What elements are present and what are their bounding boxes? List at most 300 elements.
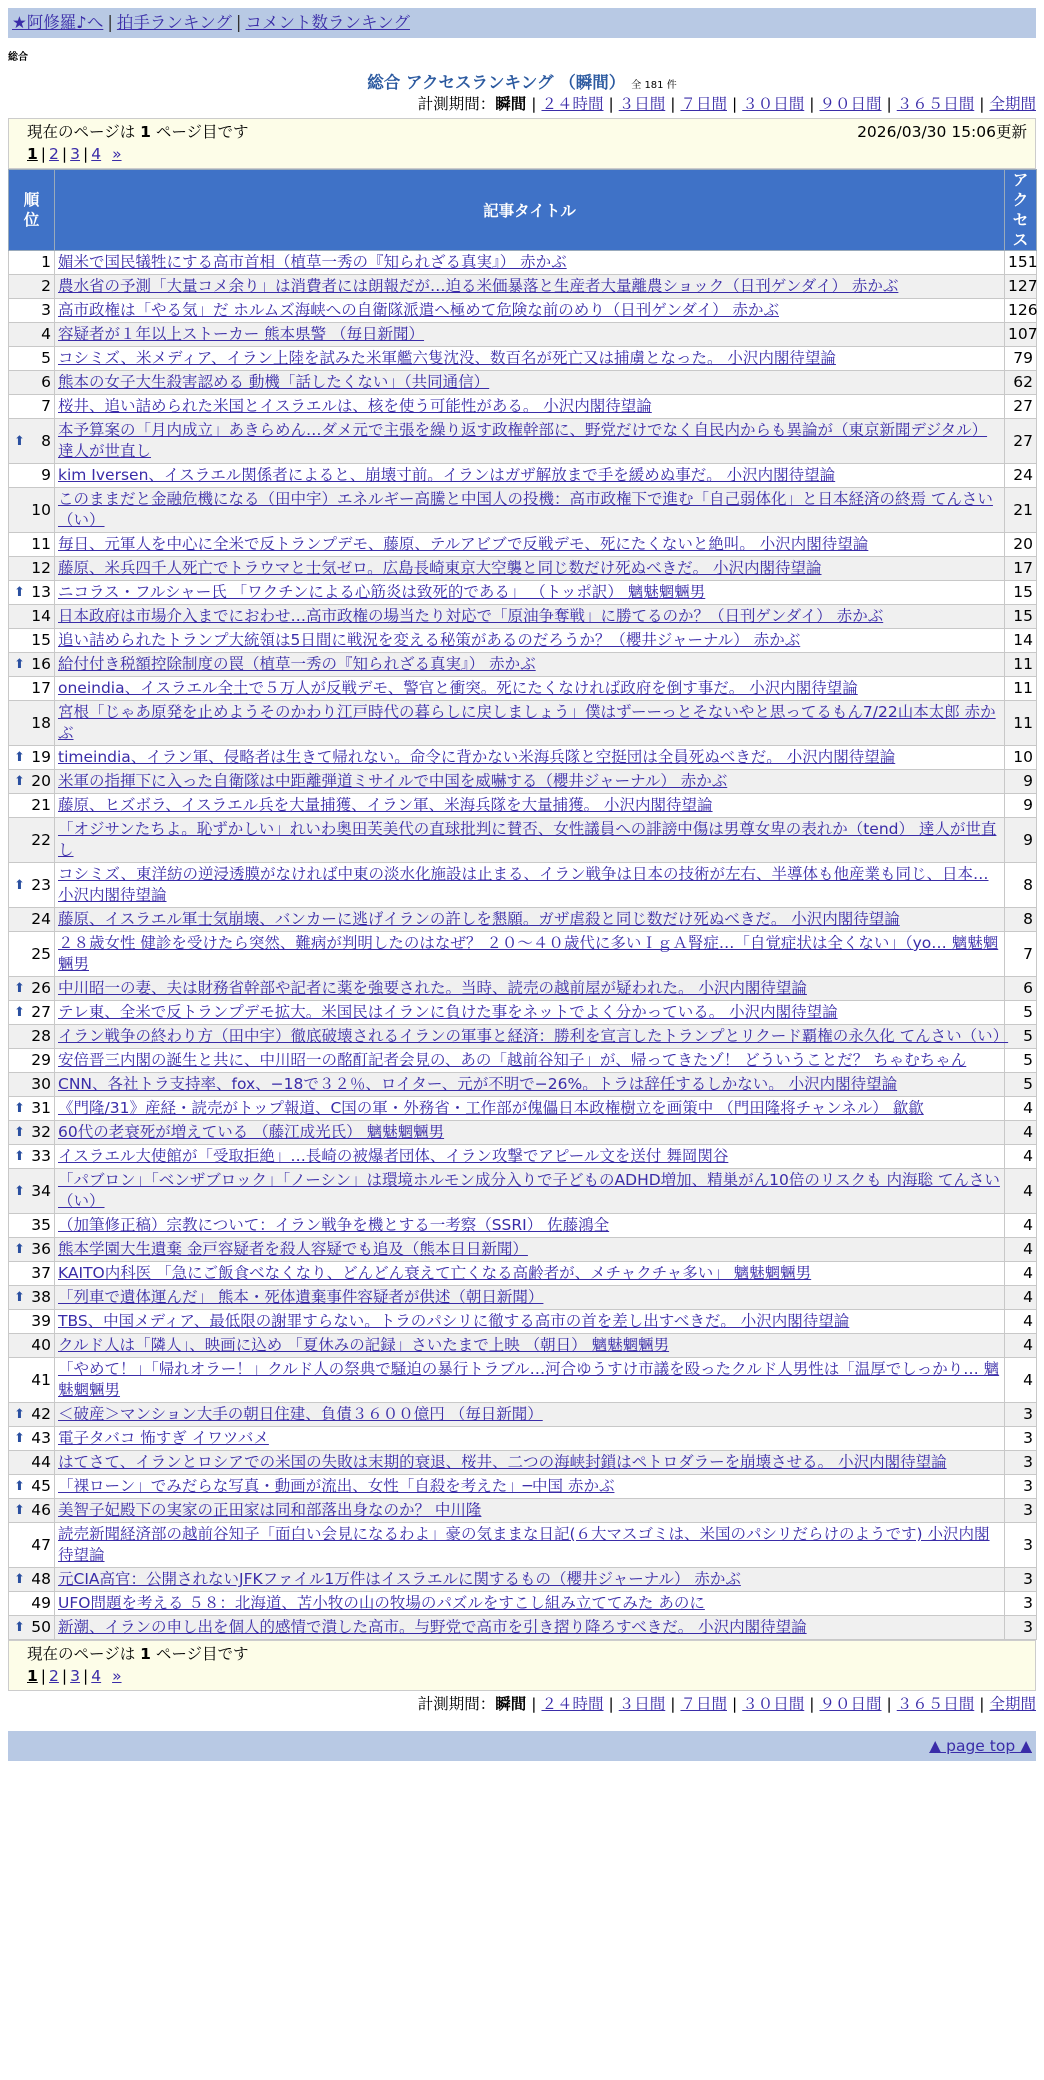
access-count: 11 [1005, 653, 1037, 677]
rank-number: 3 [41, 301, 51, 319]
title-cell [55, 605, 1005, 629]
period-3d-link[interactable]: ３日間 [618, 95, 666, 113]
asyura-home-link[interactable]: ★阿修羅♪へ [12, 13, 104, 32]
article-link[interactable]: oneindia、イスラエル全土で５万人が反戦デモ、警官と衝突。死にたくなければ政府を倒す事だ。 小沢内閣待望論 [58, 679, 858, 697]
title-cell [55, 323, 1005, 347]
title-cell [55, 1310, 1005, 1334]
title-cell [55, 629, 1005, 653]
article-link[interactable]: 日本政府は市場介入までにおわせ…高市政権の場当たり対応で「原油争奪戦」に勝てるのか？（日刊ゲンダイ） 赤かぶ [58, 607, 884, 625]
rank-number: 11 [31, 535, 51, 553]
access-count: 10 [1005, 746, 1037, 770]
article-link[interactable]: 熊本学園大生遺棄 金戸容疑者を殺人容疑でも追及（熊本日日新聞） [58, 1240, 528, 1258]
article-link[interactable]: 桜井、追い詰められた米国とイスラエルは、核を使う可能性がある。 小沢内閣待望論 [58, 397, 652, 415]
nav-separator: | [235, 13, 242, 32]
rank-cell [9, 299, 55, 323]
table-row [9, 1403, 1037, 1427]
article-link[interactable]: 藤原、ヒズボラ、イスラエル兵を大量捕獲、イラン軍、米海兵隊を大量捕獲。 小沢内閣待望論 [58, 796, 713, 814]
article-link[interactable]: クルド人は「隣人」、映画に込め 「夏休みの記録」さいたまで上映 （朝日） 魑魅魍魎男 [58, 1336, 670, 1354]
period-3d-link[interactable]: ３日間 [618, 1695, 666, 1713]
access-count: 4 [1005, 1214, 1037, 1238]
pager-current: 1 [27, 145, 38, 163]
table-row [9, 1073, 1037, 1097]
article-link[interactable]: 読売新聞経済部の越前谷知子「面白い会見になるわよ」豪の気ままな日記(６大マスゴミは、米国のパシリだらけのようです) 小沢内閣待望論 [58, 1525, 990, 1564]
title-cell [55, 1169, 1005, 1214]
article-link[interactable]: 《門隆/31》産経・読売がトップ報道、C国の軍・外務省・工作部が傀儡日本政権樹立を画策中 （門田隆将チャンネル） 歙歙 [58, 1099, 924, 1117]
period-90d-link[interactable]: ９０日間 [819, 95, 882, 113]
rank-cell [9, 581, 55, 605]
table-row [9, 1145, 1037, 1169]
article-link[interactable]: ニコラス・フルシャー氏 「ワクチンによる心筋炎は致死的である」 （トッポ訳） 魑魅魍魎男 [58, 583, 706, 601]
up-arrow-icon: ⬆ [14, 1183, 25, 1199]
period-current: 瞬間 [495, 95, 527, 113]
article-link[interactable]: KAITO内科医 「急にご飯食べなくなり、どんどん衰えて亡くなる高齢者が、メチャクチャ多い」 魑魅魍魎男 [58, 1264, 812, 1282]
rank-number: 1 [41, 253, 51, 271]
access-count: 4 [1005, 1169, 1037, 1214]
rank-cell [9, 1403, 55, 1427]
article-link[interactable]: 毎日、元軍人を中心に全米で反トランプデモ、藤原、テルアビブで反戦デモ、死にたくないと絶叫。 小沢内閣待望論 [58, 535, 869, 553]
rank-number: 2 [41, 277, 51, 295]
article-link[interactable]: コシミズ、米メディア、イラン上陸を試みた米軍艦六隻沈没、数百名が死亡又は捕虜となった。 小沢内閣待望論 [58, 349, 836, 367]
rank-number: 13 [31, 583, 51, 601]
pager-next[interactable]: » [112, 145, 122, 163]
period-30d-link[interactable]: ３０日間 [742, 1695, 805, 1713]
title-cell [55, 677, 1005, 701]
rank-cell [9, 347, 55, 371]
access-count: 3 [1005, 1592, 1037, 1616]
access-count: 3 [1005, 1403, 1037, 1427]
article-link[interactable]: ＜破産＞マンション大手の朝日住建、負債３６００億円 （毎日新聞） [58, 1405, 543, 1423]
rank-number: 36 [31, 1240, 51, 1258]
rank-number: 27 [31, 1003, 51, 1021]
rank-number: 38 [31, 1288, 51, 1306]
table-row [9, 794, 1037, 818]
access-count: 4 [1005, 1145, 1037, 1169]
article-link[interactable]: 「やめて！」「帰れオラー！」クルド人の祭典で騒迫の暴行トラブル…河合ゆうすけ市議を殴ったクルド人男性は「温厚でしっかり… 魑魅魍魎男 [58, 1360, 1000, 1399]
article-link[interactable]: 60代の老衰死が増えている （藤江成光氏） 魑魅魍魎男 [58, 1123, 445, 1141]
article-link[interactable]: 中川昭一の妻、夫は財務省幹部や記者に薬を強要された。当時、読売の越前屋が疑われた。 小沢内閣待望論 [58, 979, 807, 997]
rank-cell [9, 1169, 55, 1214]
title-cell [55, 488, 1005, 533]
up-arrow-icon: ⬆ [14, 1479, 25, 1494]
rank-number: 32 [31, 1123, 51, 1141]
article-link[interactable]: kim Iversen、イスラエル関係者によると、崩壊寸前。イランはガザ解放まで手を緩めぬ事だ。 小沢内閣待望論 [58, 466, 836, 484]
rank-number: 5 [41, 349, 51, 367]
access-count: 4 [1005, 1334, 1037, 1358]
article-link[interactable]: 「パブロン」「ベンザブロック」「ノーシン」は環境ホルモン成分入りで子どものADHD増加、精巣がん10倍のリスクも 内海聡 てんさい（い） [58, 1171, 1000, 1210]
article-link[interactable]: CNN、各社トラ支持率、fox、−18で３２％、ロイター、元が不明で−26%。トラは辞任するしかない。 小沢内閣待望論 [58, 1075, 898, 1093]
table-row [9, 770, 1037, 794]
title-cell [55, 1238, 1005, 1262]
rank-number: 31 [31, 1099, 51, 1117]
table-row [9, 977, 1037, 1001]
category-label: 総合 [8, 52, 28, 63]
period-90d-link[interactable]: ９０日間 [819, 1695, 882, 1713]
rank-number: 40 [31, 1336, 51, 1354]
rank-cell [9, 1499, 55, 1523]
title-cell [55, 794, 1005, 818]
article-link[interactable]: 美智子妃殿下の実家の正田家は同和部落出身なのか？ 中川隆 [58, 1501, 482, 1519]
rank-cell [9, 605, 55, 629]
rank-cell [9, 323, 55, 347]
article-link[interactable]: 安倍晋三内閣の誕生と共に、中川昭一の酩酊記者会見の、あの「越前谷知子」が、帰ってきたゾ！ どういうことだ？ ちゃむちゃん [58, 1051, 967, 1069]
pagination-top: 1 | 2 | 3 | 4 » [27, 145, 122, 163]
table-row [9, 347, 1037, 371]
table-row [9, 419, 1037, 464]
up-arrow-icon: ⬆ [14, 1290, 25, 1305]
access-count: 3 [1005, 1568, 1037, 1592]
table-row [9, 488, 1037, 533]
rank-number: 12 [31, 559, 51, 577]
article-link[interactable]: 「列車で遺体運んだ」 熊本・死体遺棄事件容疑者が供述（朝日新聞） [58, 1288, 544, 1306]
access-count: 9 [1005, 794, 1037, 818]
rank-header: 順位 [9, 170, 55, 251]
total-count: 全 181 件 [631, 80, 677, 91]
access-count: 5 [1005, 1001, 1037, 1025]
access-count: 62 [1005, 371, 1037, 395]
rank-cell [9, 746, 55, 770]
applause-ranking-link[interactable]: 拍手ランキング [116, 13, 232, 32]
title-cell [55, 977, 1005, 1001]
rank-number: 45 [31, 1477, 51, 1495]
pager-page-3[interactable]: 3 [70, 145, 81, 163]
up-arrow-icon: ⬆ [14, 657, 25, 672]
ranking-table [8, 169, 1037, 1640]
updated-timestamp: 2026/03/30 15:06更新 [857, 123, 1027, 141]
access-count: 79 [1005, 347, 1037, 371]
table-row [9, 533, 1037, 557]
access-count: 107 [1005, 323, 1037, 347]
access-count: 21 [1005, 488, 1037, 533]
rank-number: 35 [31, 1216, 51, 1234]
up-arrow-icon: ⬆ [14, 585, 25, 600]
title-cell [55, 701, 1005, 746]
up-arrow-icon: ⬆ [14, 1125, 25, 1140]
article-link[interactable]: 藤原、米兵四千人死亡でトラウマと士気ゼロ。広島長崎東京大空襲と同じ数だけ死ぬべきだ。 小沢内閣待望論 [58, 559, 822, 577]
title-cell [55, 275, 1005, 299]
table-row [9, 1499, 1037, 1523]
title-cell [55, 1451, 1005, 1475]
article-link[interactable]: 「裸ローン」でみだらな写真・動画が流出、女性「自殺を考えた」─中国 赤かぶ [58, 1477, 615, 1495]
article-link[interactable]: 宮根「じゃあ原発を止めようそのかわり江戸時代の暮らしに戻しましょう」僕はずーーっとそないやと思ってるもん7/22山本太郎 赤かぶ [58, 703, 996, 742]
access-count: 20 [1005, 533, 1037, 557]
access-count: 15 [1005, 605, 1037, 629]
up-arrow-icon: ⬆ [14, 1242, 25, 1257]
rank-number: 15 [31, 631, 51, 649]
table-row [9, 1451, 1037, 1475]
current-page-text: 現在のページは 1 ページ目です [27, 1645, 249, 1663]
access-count: 3 [1005, 1427, 1037, 1451]
rank-cell [9, 932, 55, 977]
title-cell [55, 1262, 1005, 1286]
access-count: 9 [1005, 818, 1037, 863]
rank-cell [9, 818, 55, 863]
title-cell [55, 1097, 1005, 1121]
table-row [9, 1310, 1037, 1334]
pager-page-2[interactable]: 2 [49, 1667, 59, 1685]
up-arrow-icon: ⬆ [14, 1149, 25, 1164]
article-link[interactable]: 高市政権は「やる気」だ ホルムズ海峡への自衛隊派遣へ極めて危険な前のめり（日刊ゲンダイ） 赤かぶ [58, 301, 779, 319]
article-link[interactable]: 媚米で国民犠牲にする高市首相（植草一秀の『知られざる真実』） 赤かぶ [58, 253, 567, 271]
period-24h-link[interactable]: ２４時間 [541, 95, 604, 113]
title-cell [55, 1475, 1005, 1499]
up-arrow-icon: ⬆ [14, 774, 25, 789]
article-link[interactable]: ２８歳女性 健診を受けたら突然、難病が判明したのはなぜ？ ２０～４０歳代に多いＩｇＡ腎症…「自覚症状は全くない」（yo… 魑魅魍魎男 [58, 934, 999, 973]
rank-number: 34 [31, 1181, 51, 1200]
access-count: 4 [1005, 1121, 1037, 1145]
table-row [9, 464, 1037, 488]
period-7d-link[interactable]: ７日間 [680, 1695, 727, 1713]
up-arrow-icon: ⬆ [14, 1620, 25, 1635]
top-navigation [8, 8, 1036, 38]
title-cell [55, 1499, 1005, 1523]
access-count: 4 [1005, 1262, 1037, 1286]
period-all-link[interactable]: 全期間 [989, 1695, 1036, 1713]
rank-number: 46 [31, 1501, 51, 1519]
title-cell [55, 1073, 1005, 1097]
table-row [9, 863, 1037, 908]
up-arrow-icon: ⬆ [14, 981, 25, 996]
article-link[interactable]: （加筆修正稿）宗教について：イラン戦争を機とする一考察（SSRI） 佐藤鴻全 [58, 1216, 610, 1234]
access-count: 4 [1005, 1286, 1037, 1310]
rank-cell [9, 395, 55, 419]
table-row [9, 1286, 1037, 1310]
rank-cell [9, 1475, 55, 1499]
rank-number: 47 [31, 1535, 51, 1554]
table-row [9, 1334, 1037, 1358]
rank-cell [9, 251, 55, 275]
article-link[interactable]: TBS、中国メディア、最低限の謝罪すらない。トラのパシリに徹する高市の首を差し出すべきだ。 小沢内閣待望論 [58, 1312, 850, 1330]
table-row [9, 1475, 1037, 1499]
title-cell [55, 419, 1005, 464]
article-link[interactable]: 藤原、イスラエル軍士気崩壊、バンカーに逃げイランの許しを懇願。ガザ虐殺と同じ数だけ死ぬべきだ。 小沢内閣待望論 [58, 910, 900, 928]
rank-cell [9, 629, 55, 653]
rank-number: 50 [31, 1618, 51, 1636]
period-selector-bottom: 計測期間：瞬間 | ２４時間 | ３日間 | ７日間 | ３０日間 | ９０日間 | ３６５日間 | 全期間 [417, 1695, 1036, 1713]
period-365d-link[interactable]: ３６５日間 [896, 95, 975, 113]
nav-separator: | [107, 13, 113, 32]
rank-number: 9 [41, 466, 51, 484]
rank-cell [9, 1310, 55, 1334]
access-count: 5 [1005, 1025, 1037, 1049]
access-count: 126 [1005, 299, 1037, 323]
table-row [9, 1427, 1037, 1451]
rank-cell [9, 419, 55, 464]
access-count: 9 [1005, 770, 1037, 794]
title-cell [55, 1592, 1005, 1616]
page-title-text: 総合 アクセスランキング （瞬間） [367, 73, 626, 92]
rank-number: 19 [31, 748, 51, 766]
pager-page-3[interactable]: 3 [70, 1667, 81, 1685]
article-link[interactable]: 「オジサンたちよ。恥ずかしい」れいわ奥田芙美代の直球批判に賛否、女性議員への誹謗中傷は男尊女卑の表れか（tend） 達人が世直し [58, 820, 997, 859]
title-cell [55, 908, 1005, 932]
access-count: 5 [1005, 1073, 1037, 1097]
title-cell [55, 746, 1005, 770]
article-link[interactable]: 熊本の女子大生殺害認める 動機「話したくない」（共同通信） [58, 373, 490, 391]
up-arrow-icon: ⬆ [14, 1005, 25, 1020]
rank-cell [9, 1592, 55, 1616]
access-count: 4 [1005, 1238, 1037, 1262]
rank-cell [9, 1286, 55, 1310]
access-count: 7 [1005, 932, 1037, 977]
rank-number: 30 [31, 1075, 51, 1093]
article-link[interactable]: はてさて、イランとロシアでの米国の失敗は末期的衰退、桜井、二つの海峡封鎖はペトロダラーを崩壊させる。 小沢内閣待望論 [58, 1453, 947, 1471]
rank-cell [9, 1238, 55, 1262]
rank-cell [9, 701, 55, 746]
pager-next[interactable]: » [112, 1667, 122, 1685]
access-count: 151 [1005, 251, 1037, 275]
article-link[interactable]: timeindia、イラン軍、侵略者は生きて帰れない。命令に背かない米海兵隊と空挺団は全員死ぬべきだ。 小沢内閣待望論 [58, 748, 896, 766]
rank-cell [9, 794, 55, 818]
rank-number: 18 [31, 713, 51, 732]
table-row [9, 605, 1037, 629]
table-row [9, 1616, 1037, 1640]
access-count: 14 [1005, 629, 1037, 653]
title-cell [55, 581, 1005, 605]
rank-number: 26 [31, 979, 51, 997]
period-all-link[interactable]: 全期間 [989, 95, 1036, 113]
access-count: 15 [1005, 581, 1037, 605]
rank-cell [9, 1427, 55, 1451]
rank-number: 14 [31, 607, 51, 625]
article-link[interactable]: 元CIA高官：公開されないJFKファイル1万件はイスラエルに関するもの（櫻井ジャーナル） 赤かぶ [58, 1570, 741, 1588]
up-arrow-icon: ⬆ [14, 1101, 25, 1116]
table-row [9, 1049, 1037, 1073]
up-arrow-icon: ⬆ [14, 750, 25, 765]
rank-cell [9, 1097, 55, 1121]
table-row [9, 395, 1037, 419]
page-info-top [8, 118, 1036, 169]
rank-cell [9, 977, 55, 1001]
rank-number: 20 [31, 772, 51, 790]
table-row [9, 1097, 1037, 1121]
access-count: 24 [1005, 464, 1037, 488]
title-cell [55, 1403, 1005, 1427]
rank-number: 25 [31, 944, 51, 963]
period-24h-link[interactable]: ２４時間 [541, 1695, 604, 1713]
rank-cell [9, 1049, 55, 1073]
rank-number: 28 [31, 1027, 51, 1045]
article-link[interactable]: 本予算案の「月内成立」あきらめん…ダメ元で主張を繰り返す政権幹部に、野党だけでなく自民内からも異論が（東京新聞デジタル） 達人が世直し [58, 421, 988, 460]
article-link[interactable]: 追い詰められたトランプ大統領は5日間に戦況を変える秘策があるのだろうか？（櫻井ジャーナル） 赤かぶ [58, 631, 801, 649]
period-30d-link[interactable]: ３０日間 [742, 95, 805, 113]
access-count: 4 [1005, 1097, 1037, 1121]
rank-cell [9, 1616, 55, 1640]
table-row [9, 1358, 1037, 1403]
table-row [9, 1001, 1037, 1025]
table-row [9, 701, 1037, 746]
pager-current: 1 [27, 1667, 38, 1685]
rank-cell [9, 557, 55, 581]
article-link[interactable]: UFO問題を考える ５８：北海道、苫小牧の山の牧場のパズルをすこし組み立ててみた あのに [58, 1594, 705, 1612]
table-row [9, 746, 1037, 770]
access-count: 17 [1005, 557, 1037, 581]
article-link[interactable]: 給付付き税額控除制度の罠（植草一秀の『知られざる真実』） 赤かぶ [58, 655, 536, 673]
table-row [9, 1169, 1037, 1214]
article-link[interactable]: このままだと金融危機になる（田中宇）エネルギー高騰と中国人の投機：高市政権下で進む「自己弱体化」と日本経済の終焉 てんさい（い） [58, 490, 993, 529]
table-row [9, 908, 1037, 932]
rank-cell [9, 653, 55, 677]
rank-number: 43 [31, 1429, 51, 1447]
period-7d-link[interactable]: ７日間 [680, 95, 727, 113]
table-row [9, 275, 1037, 299]
rank-number: 16 [31, 655, 51, 673]
rank-cell [9, 1451, 55, 1475]
rank-number: 7 [41, 397, 51, 415]
period-365d-link[interactable]: ３６５日間 [896, 1695, 975, 1713]
article-link[interactable]: テレ東、全米で反トランプデモ拡大。米国民はイランに負けた事をネットでよく分かっている。 小沢内閣待望論 [58, 1003, 838, 1021]
pager-page-4[interactable]: 4 [91, 1667, 102, 1685]
table-row [9, 1025, 1037, 1049]
rank-number: 10 [31, 500, 51, 519]
article-link[interactable]: イラン戦争の終わり方（田中宇）徹底破壊されるイランの軍事と経済：勝利を宣言したトランプとリクード覇権の永久化 てんさい（い） [58, 1027, 1009, 1045]
access-header: アクセス [1005, 170, 1037, 251]
rank-cell [9, 863, 55, 908]
rank-cell [9, 1073, 55, 1097]
article-link[interactable]: 容疑者が１年以上ストーカー 熊本県警 （毎日新聞） [58, 325, 425, 343]
title-cell [55, 1358, 1005, 1403]
access-count: 3 [1005, 1451, 1037, 1475]
rank-number: 39 [31, 1312, 51, 1330]
access-count: 3 [1005, 1499, 1037, 1523]
rank-cell [9, 464, 55, 488]
page-title [0, 69, 1044, 93]
article-link[interactable]: コシミズ、東洋紡の逆浸透膜がなければ中東の淡水化施設は止まる、イラン戦争は日本の技術が左右、半導体も他産業も同じ、日本… 小沢内閣待望論 [58, 865, 989, 904]
title-cell [55, 395, 1005, 419]
rank-number: 23 [31, 875, 51, 894]
rank-number: 49 [31, 1594, 51, 1612]
table-row [9, 1568, 1037, 1592]
rank-number: 29 [31, 1051, 51, 1069]
table-row [9, 1592, 1037, 1616]
title-cell [55, 863, 1005, 908]
title-cell [55, 1049, 1005, 1073]
rank-cell [9, 1334, 55, 1358]
title-cell [55, 1121, 1005, 1145]
access-count: 27 [1005, 395, 1037, 419]
current-page-text: 現在のページは 1 ページ目です [27, 123, 249, 141]
table-row [9, 1262, 1037, 1286]
article-link[interactable]: イスラエル大使館が「受取拒絶」…長崎の被爆者団体、イラン攻撃でアピール文を送付 舞岡関谷 [58, 1147, 729, 1165]
page-top-link[interactable]: ▲ page top ▲ [929, 1737, 1032, 1755]
rank-number: 17 [31, 679, 51, 697]
rank-number: 6 [41, 373, 51, 391]
title-cell [55, 371, 1005, 395]
title-cell [55, 347, 1005, 371]
comment-ranking-link[interactable]: コメント数ランキング [245, 13, 410, 32]
table-row [9, 653, 1037, 677]
rank-cell [9, 1145, 55, 1169]
title-cell [55, 1001, 1005, 1025]
up-arrow-icon: ⬆ [14, 1572, 25, 1587]
ranking-table-body [9, 251, 1037, 1640]
table-row [9, 581, 1037, 605]
article-link[interactable]: 電子タバコ 怖すぎ イワツバメ [58, 1429, 269, 1447]
article-link[interactable]: 農水省の予測「大量コメ余り」は消費者には朗報だが…迫る米価暴落と生産者大量離農ショック（日刊ゲンダイ） 赤かぶ [58, 277, 899, 295]
title-cell [55, 533, 1005, 557]
table-row [9, 1523, 1037, 1568]
rank-number: 44 [31, 1453, 51, 1471]
rank-number: 21 [31, 796, 51, 814]
article-link[interactable]: 新潮、イランの申し出を個人的感情で潰した高市。与野党で高市を引き摺り降ろすべきだ。 小沢内閣待望論 [58, 1618, 807, 1636]
up-arrow-icon: ⬆ [14, 1407, 25, 1422]
rank-number: 22 [31, 830, 51, 849]
rank-number: 4 [41, 325, 51, 343]
rank-cell [9, 908, 55, 932]
pager-page-4[interactable]: 4 [91, 145, 102, 163]
pager-page-2[interactable]: 2 [49, 145, 59, 163]
title-cell [55, 1025, 1009, 1049]
article-link[interactable]: 米軍の指揮下に入った自衛隊は中距離弾道ミサイルで中国を威嚇する（櫻井ジャーナル） 赤かぶ [58, 772, 728, 790]
